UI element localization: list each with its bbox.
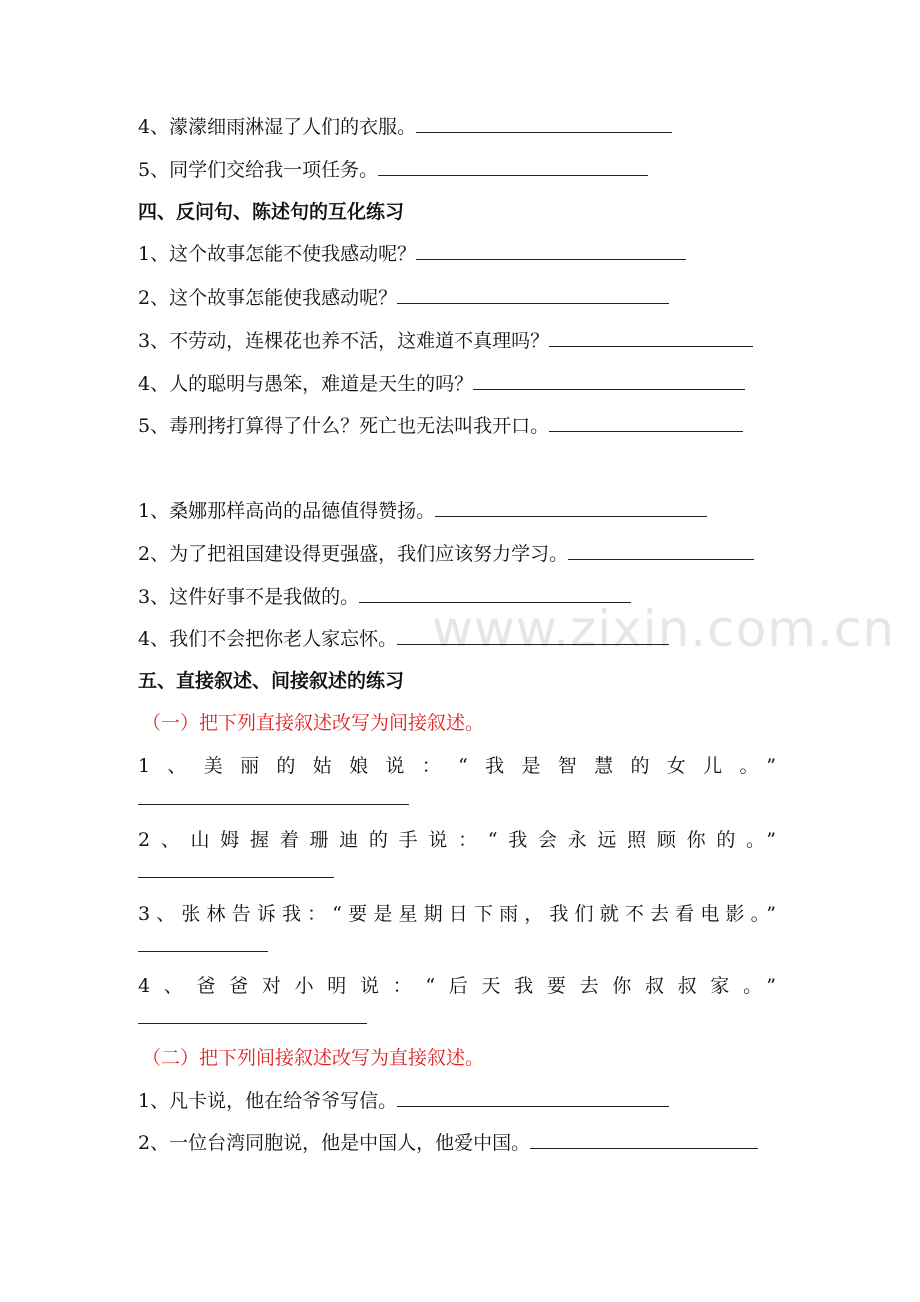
subsection-title: （一）把下列直接叙述改写为间接叙述。: [142, 712, 485, 734]
exercise-item: [138, 285, 669, 311]
answer-blank[interactable]: [138, 803, 409, 805]
section-heading: 四、反问句、陈述句的互化练习: [138, 201, 405, 223]
answer-blank[interactable]: [568, 541, 754, 560]
item-text: 2、一位台湾同胞说，他是中国人，他爱中国。: [138, 1132, 531, 1154]
exercise-item: [138, 114, 672, 140]
item-text: 2、这个故事怎能使我感动呢？: [138, 287, 398, 309]
answer-blank[interactable]: [138, 876, 334, 878]
exercise-item: [138, 1088, 669, 1114]
item-text: 2、为了把祖国建设得更强盛，我们应该努力学习。: [138, 543, 569, 565]
exercise-item: 2、山姆握着珊迪的手说：“我会永远照顾你的。”: [138, 829, 776, 851]
answer-blank[interactable]: [416, 241, 686, 260]
answer-blank[interactable]: [397, 1088, 669, 1107]
exercise-item: 3、张林告诉我：“要是星期日下雨，我们就不去看电影。”: [138, 903, 776, 925]
watermark: www.zixin.com.cn: [432, 600, 896, 658]
answer-blank[interactable]: [549, 328, 753, 347]
exercise-item: [138, 584, 631, 610]
answer-blank[interactable]: [138, 1022, 367, 1024]
exercise-item: [138, 157, 648, 183]
answer-blank[interactable]: [416, 114, 672, 133]
answer-blank[interactable]: [397, 285, 669, 304]
exercise-item: [138, 498, 707, 524]
item-text: 3、这件好事不是我做的。: [138, 586, 360, 608]
item-text: 5、毒刑拷打算得了什么？死亡也无法叫我开口。: [138, 415, 550, 437]
exercise-item: [138, 413, 743, 439]
item-text: 4、人的聪明与愚笨，难道是天生的吗？: [138, 373, 474, 395]
item-text: 1、凡卡说，他在给爷爷写信。: [138, 1090, 398, 1112]
exercise-item: [138, 241, 686, 267]
answer-blank[interactable]: [549, 413, 743, 432]
subsection-title: （二）把下列间接叙述改写为直接叙述。: [142, 1047, 485, 1069]
answer-blank[interactable]: [473, 371, 745, 390]
item-text: 1、这个故事怎能不使我感动呢？: [138, 243, 417, 265]
item-text: 1、桑娜那样高尚的品德值得赞扬。: [138, 500, 436, 522]
item-text: 3、不劳动，连棵花也养不活，这难道不真理吗？: [138, 330, 550, 352]
item-text: 5、同学们交给我一项任务。: [138, 159, 379, 181]
section-heading: 五、直接叙述、间接叙述的练习: [138, 670, 405, 692]
answer-blank[interactable]: [397, 626, 669, 645]
exercise-item: [138, 328, 753, 354]
exercise-item: [138, 541, 754, 567]
answer-blank[interactable]: [359, 584, 631, 603]
answer-blank[interactable]: [435, 498, 707, 517]
exercise-item: 1、美丽的姑娘说：“我是智慧的女儿。”: [138, 755, 776, 777]
exercise-item: 4、爸爸对小明说：“后天我要去你叔叔家。”: [138, 975, 776, 997]
answer-blank[interactable]: [138, 950, 268, 952]
exercise-item: [138, 626, 669, 652]
exercise-item: [138, 1130, 758, 1156]
answer-blank[interactable]: [530, 1130, 758, 1149]
item-text: 4、我们不会把你老人家忘怀。: [138, 628, 398, 650]
answer-blank[interactable]: [378, 157, 648, 176]
exercise-item: [138, 371, 745, 397]
item-text: 4、濛濛细雨淋湿了人们的衣服。: [138, 116, 417, 138]
